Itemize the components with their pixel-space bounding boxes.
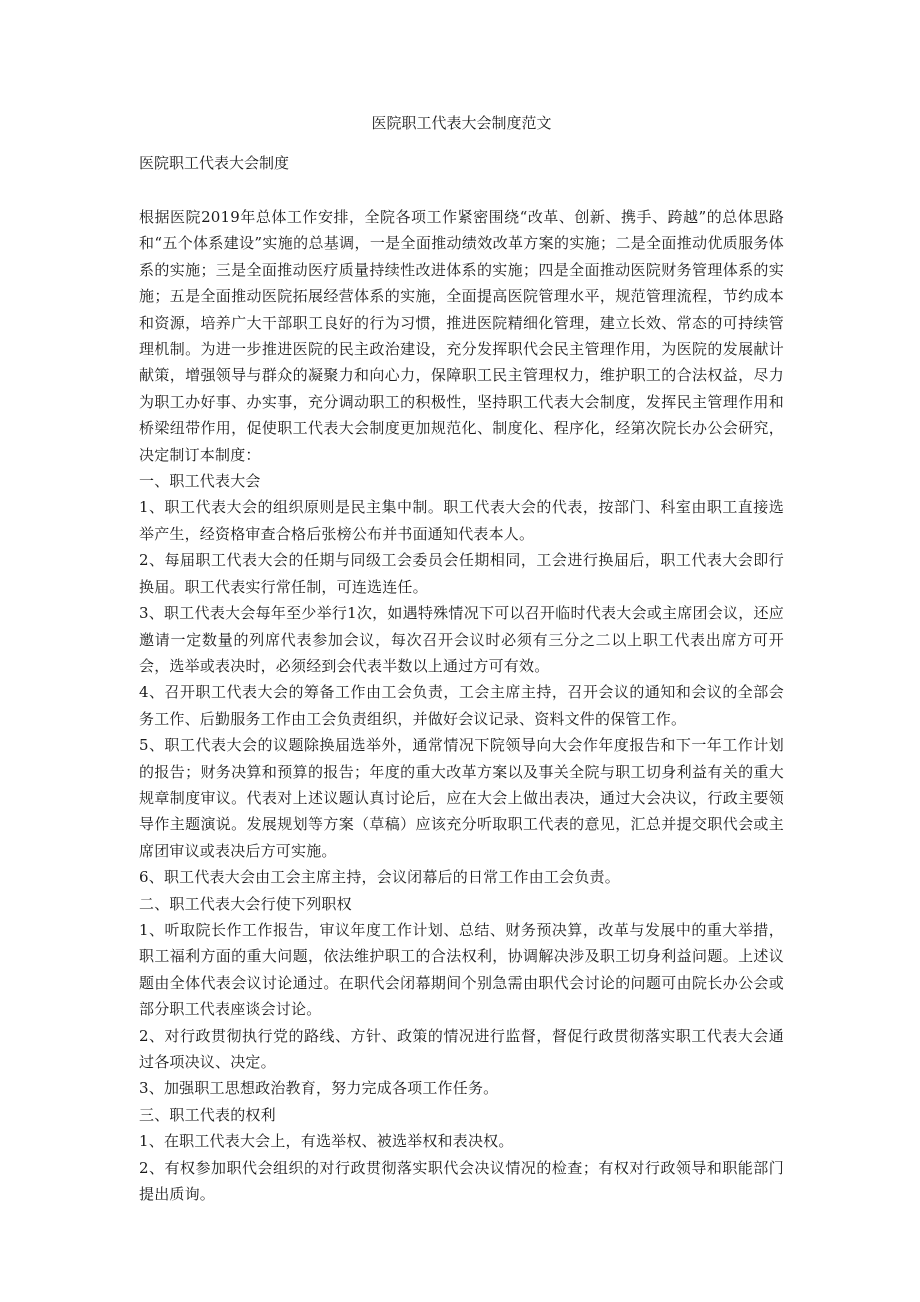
list-item: 6、职工代表大会由工会主席主持，会议闭幕后的日常工作由工会负责。	[139, 868, 620, 887]
document-subtitle: 医院职工代表大会制度	[139, 154, 290, 172]
list-item: 5、职工代表大会的议题除换届选举外，通常情况下院领导向大会作年度报告和下一年工作计划的报告；财务决算和预算的报告；年度的重大改革方案以及事关全院与职工切身利益有关的重大规章制度审议。代表对上述议题认真讨论后，应在大会上做出表决，通过大会决议，行政主要领导作主题演说。发展规划等方案（草稿）应该充分听取职工代表的意见，汇总并提交职代会或主席团审议或表决后方可实施。	[139, 736, 784, 860]
list-item: 4、召开职工代表大会的筹备工作由工会负责，工会主席主持，召开会议的通知和会议的全部会务工作、后勤服务工作由工会负责组织，并做好会议记录、资料文件的保管工作。	[139, 683, 784, 728]
list-item: 1、听取院长作工作报告，审议年度工作计划、总结、财务预决算，改革与发展中的重大举措，职工福利方面的重大问题，依法维护职工的合法权利，协调解决涉及职工切身利益问题。上述议题由全体代表会议讨论通过。在职代会闭幕期间个别急需由职代会讨论的问题可由院长办公会或部分职工代表座谈会讨论。	[139, 920, 784, 1019]
list-item: 2、每届职工代表大会的任期与同级工会委员会任期相同，工会进行换届后，职工代表大会即行换届。职工代表实行常任制，可连选连任。	[139, 551, 784, 596]
list-item: 3、职工代表大会每年至少举行1次，如遇特殊情况下可以召开临时代表大会或主席团会议，还应邀请一定数量的列席代表参加会议，每次召开会议时必须有三分之二以上职工代表出席方可开会，选举或表决时，必须经到会代表半数以上通过方可有效。	[139, 604, 784, 675]
list-item: 2、对行政贯彻执行党的路线、方针、政策的情况进行监督，督促行政贯彻落实职工代表大会通过各项决议、决定。	[139, 1026, 784, 1071]
section-heading-1: 一、职工代表大会	[139, 472, 261, 491]
intro-paragraph: 根据医院2019年总体工作安排，全院各项工作紧密围绕“改革、创新、携手、跨越”的总体思路和“五个体系建设”实施的总基调，一是全面推动绩效改革方案的实施；二是全面推动优质服务体系的实施；三是全面推动医疗质量持续性改进体系的实施；四是全面推动医院财务管理体系的实施；五是全面推动医院拓展经营体系的实施，全面提高医院管理水平，规范管理流程，节约成本和资源，培养广大干部职工良好的行为习惯，推进医院精细化管理，建立长效、常态的可持续管理机制。为进一步推进医院的民主政治建设，充分发挥职代会民主管理作用，为医院的发展献计献策，增强领导与群众的凝聚力和向心力，保障职工民主管理权力，维护职工的合法权益，尽力为职工办好事、办实事，充分调动职工的积极性，坚持职工代表大会制度，发挥民主管理作用和桥梁纽带作用，促使职工代表大会制度更加规范化、制度化、程序化，经第次院长办公会研究，决定制订本制度：	[139, 208, 784, 464]
document-title: 医院职工代表大会制度范文	[371, 114, 552, 132]
list-item: 1、在职工代表大会上，有选举权、被选举权和表决权。	[139, 1132, 514, 1151]
document-body	[139, 204, 784, 1207]
list-item: 2、有权参加职代会组织的对行政贯彻落实职代会决议情况的检查；有权对行政领导和职能部门提出质询。	[139, 1158, 784, 1204]
list-item: 1、职工代表大会的组织原则是民主集中制。职工代表大会的代表，按部门、科室由职工直接选举产生，经资格审查合格后张榜公布并书面通知代表本人。	[139, 498, 784, 543]
section-heading-2: 二、职工代表大会行使下列职权	[139, 894, 352, 913]
list-item: 3、加强职工思想政治教育，努力完成各项工作任务。	[139, 1079, 499, 1098]
section-heading-3: 三、职工代表的权利	[139, 1105, 276, 1124]
